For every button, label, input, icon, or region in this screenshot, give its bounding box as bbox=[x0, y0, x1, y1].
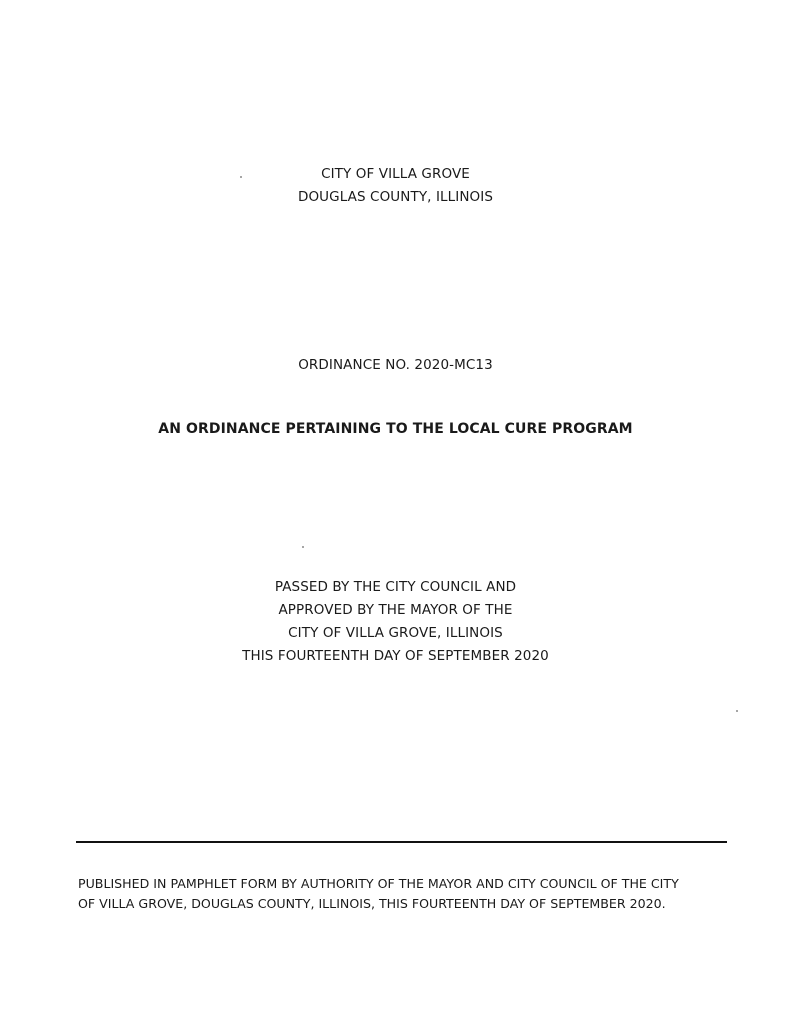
approval-line-2: APPROVED BY THE MAYOR OF THE bbox=[278, 602, 513, 618]
publication-line-1: PUBLISHED IN PAMPHLET FORM BY AUTHORITY OF THE MAYOR AND CITY COUNCIL OF THE CITY bbox=[78, 876, 679, 891]
county-name: DOUGLAS COUNTY, ILLINOIS bbox=[297, 189, 494, 205]
horizontal-rule bbox=[76, 841, 727, 843]
ordinance-title: AN ORDINANCE PERTAINING TO THE LOCAL CURE PROGRAM bbox=[158, 421, 633, 437]
approval-line-1: PASSED BY THE CITY COUNCIL AND bbox=[274, 579, 517, 595]
scan-speck bbox=[302, 546, 304, 548]
publication-line-2: OF VILLA GROVE, DOUGLAS COUNTY, ILLINOIS, THIS FOURTEENTH DAY OF SEPTEMBER 2020. bbox=[78, 896, 666, 911]
approval-line-3: CITY OF VILLA GROVE, ILLINOIS bbox=[288, 625, 503, 641]
city-name: CITY OF VILLA GROVE bbox=[321, 166, 470, 182]
approval-line-4: THIS FOURTEENTH DAY OF SEPTEMBER 2020 bbox=[242, 648, 549, 664]
scan-speck bbox=[736, 710, 738, 712]
ordinance-number: ORDINANCE NO. 2020-MC13 bbox=[298, 357, 493, 373]
